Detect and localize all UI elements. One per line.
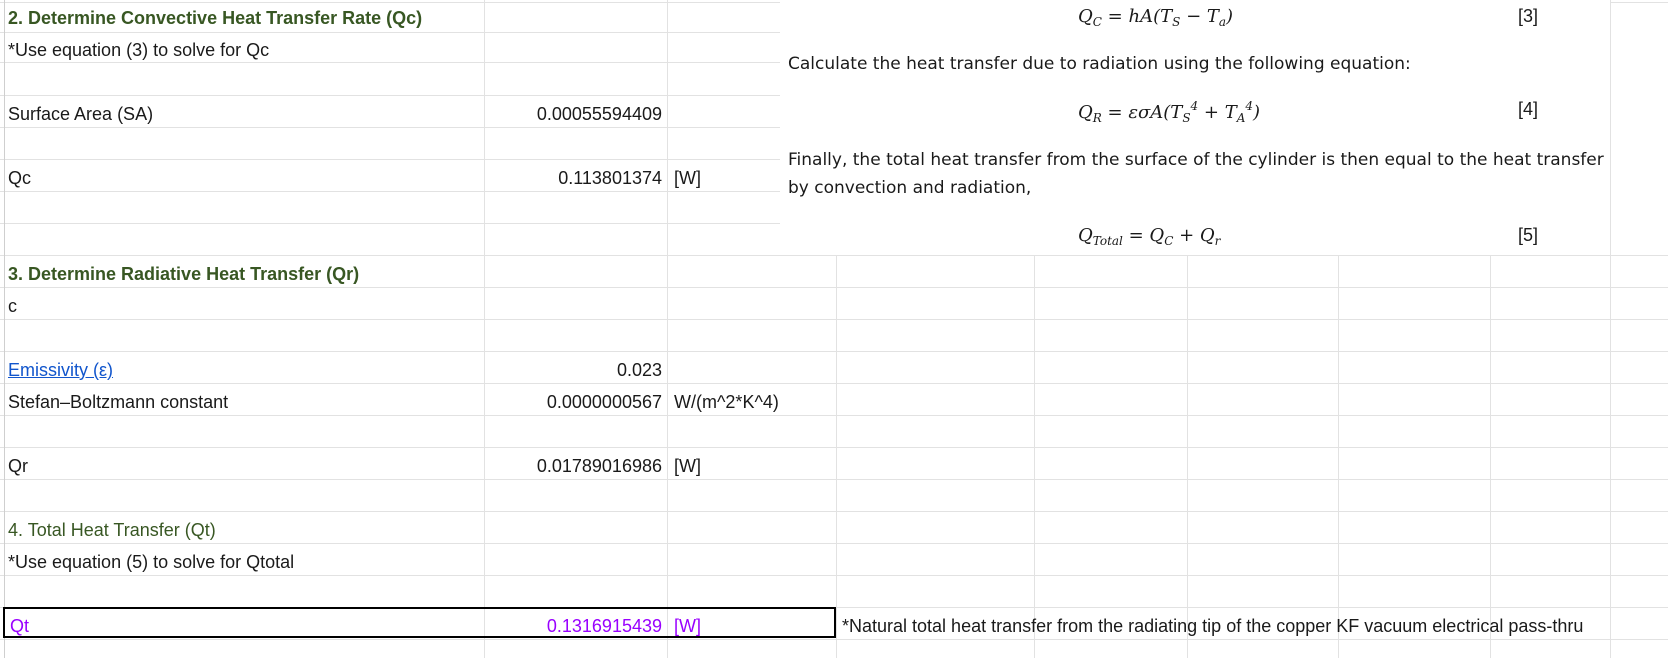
surface-area-label[interactable]: Surface Area (SA) [8,104,154,124]
qc-label[interactable]: Qc [8,168,32,188]
equation-image[interactable] [780,0,1610,255]
convective-note[interactable]: *Use equation (3) to solve for Qc [8,40,270,60]
section-title-radiative[interactable]: 3. Determine Radiative Heat Transfer (Qr) [8,264,360,284]
c-label[interactable]: c [8,296,17,316]
stefan-boltzmann-unit[interactable]: W/(m^2*K^4) [674,392,779,412]
total-explanation-line1: Finally, the total heat transfer from the surface of the cylinder is then equal to the heat transfer [788,150,1604,170]
qr-label[interactable]: Qr [8,456,28,476]
qt-value[interactable]: 0.1316915439 [546,616,662,636]
radiation-instruction: Calculate the heat transfer due to radiation using the following equation: [788,54,1411,74]
equation-4-number: [4] [1518,99,1539,119]
qc-unit[interactable]: [W] [674,168,701,188]
equation-4: $Q_R = \varepsilon\sigma A(T_S^4 + T_A^4)$ [1078,99,1261,125]
qt-unit[interactable]: [W] [674,616,701,636]
surface-area-value[interactable]: 0.00055594409 [536,104,662,124]
equation-5-number: [5] [1518,225,1539,245]
equation-5: $Q_{Total} = Q_C + Q_r$ [1078,225,1221,248]
total-note[interactable]: *Use equation (5) to solve for Qtotal [8,552,295,572]
stefan-boltzmann-label[interactable]: Stefan–Boltzmann constant [8,392,229,412]
qr-unit[interactable]: [W] [674,456,701,476]
stefan-boltzmann-value[interactable]: 0.0000000567 [546,392,662,412]
qt-note[interactable]: *Natural total heat transfer from the radiating tip of the copper KF vacuum electrical pass-thru [842,616,1584,636]
section-title-total[interactable]: 4. Total Heat Transfer (Qt) [8,520,216,540]
emissivity-link[interactable]: Emissivity (ε) [8,360,114,380]
qt-label[interactable]: Qt [10,616,30,636]
equation-3: $Q_C = hA(T_S - T_a)$ [1078,6,1234,29]
emissivity-value[interactable]: 0.023 [616,360,662,380]
total-explanation-line2: by convection and radiation, [788,178,1032,198]
qc-value[interactable]: 0.113801374 [558,168,662,188]
section-title-convective[interactable]: 2. Determine Convective Heat Transfer Rate (Qc) [8,8,423,28]
qr-value[interactable]: 0.01789016986 [536,456,662,476]
qt-row-border [3,607,836,638]
equation-3-number: [3] [1518,6,1539,26]
